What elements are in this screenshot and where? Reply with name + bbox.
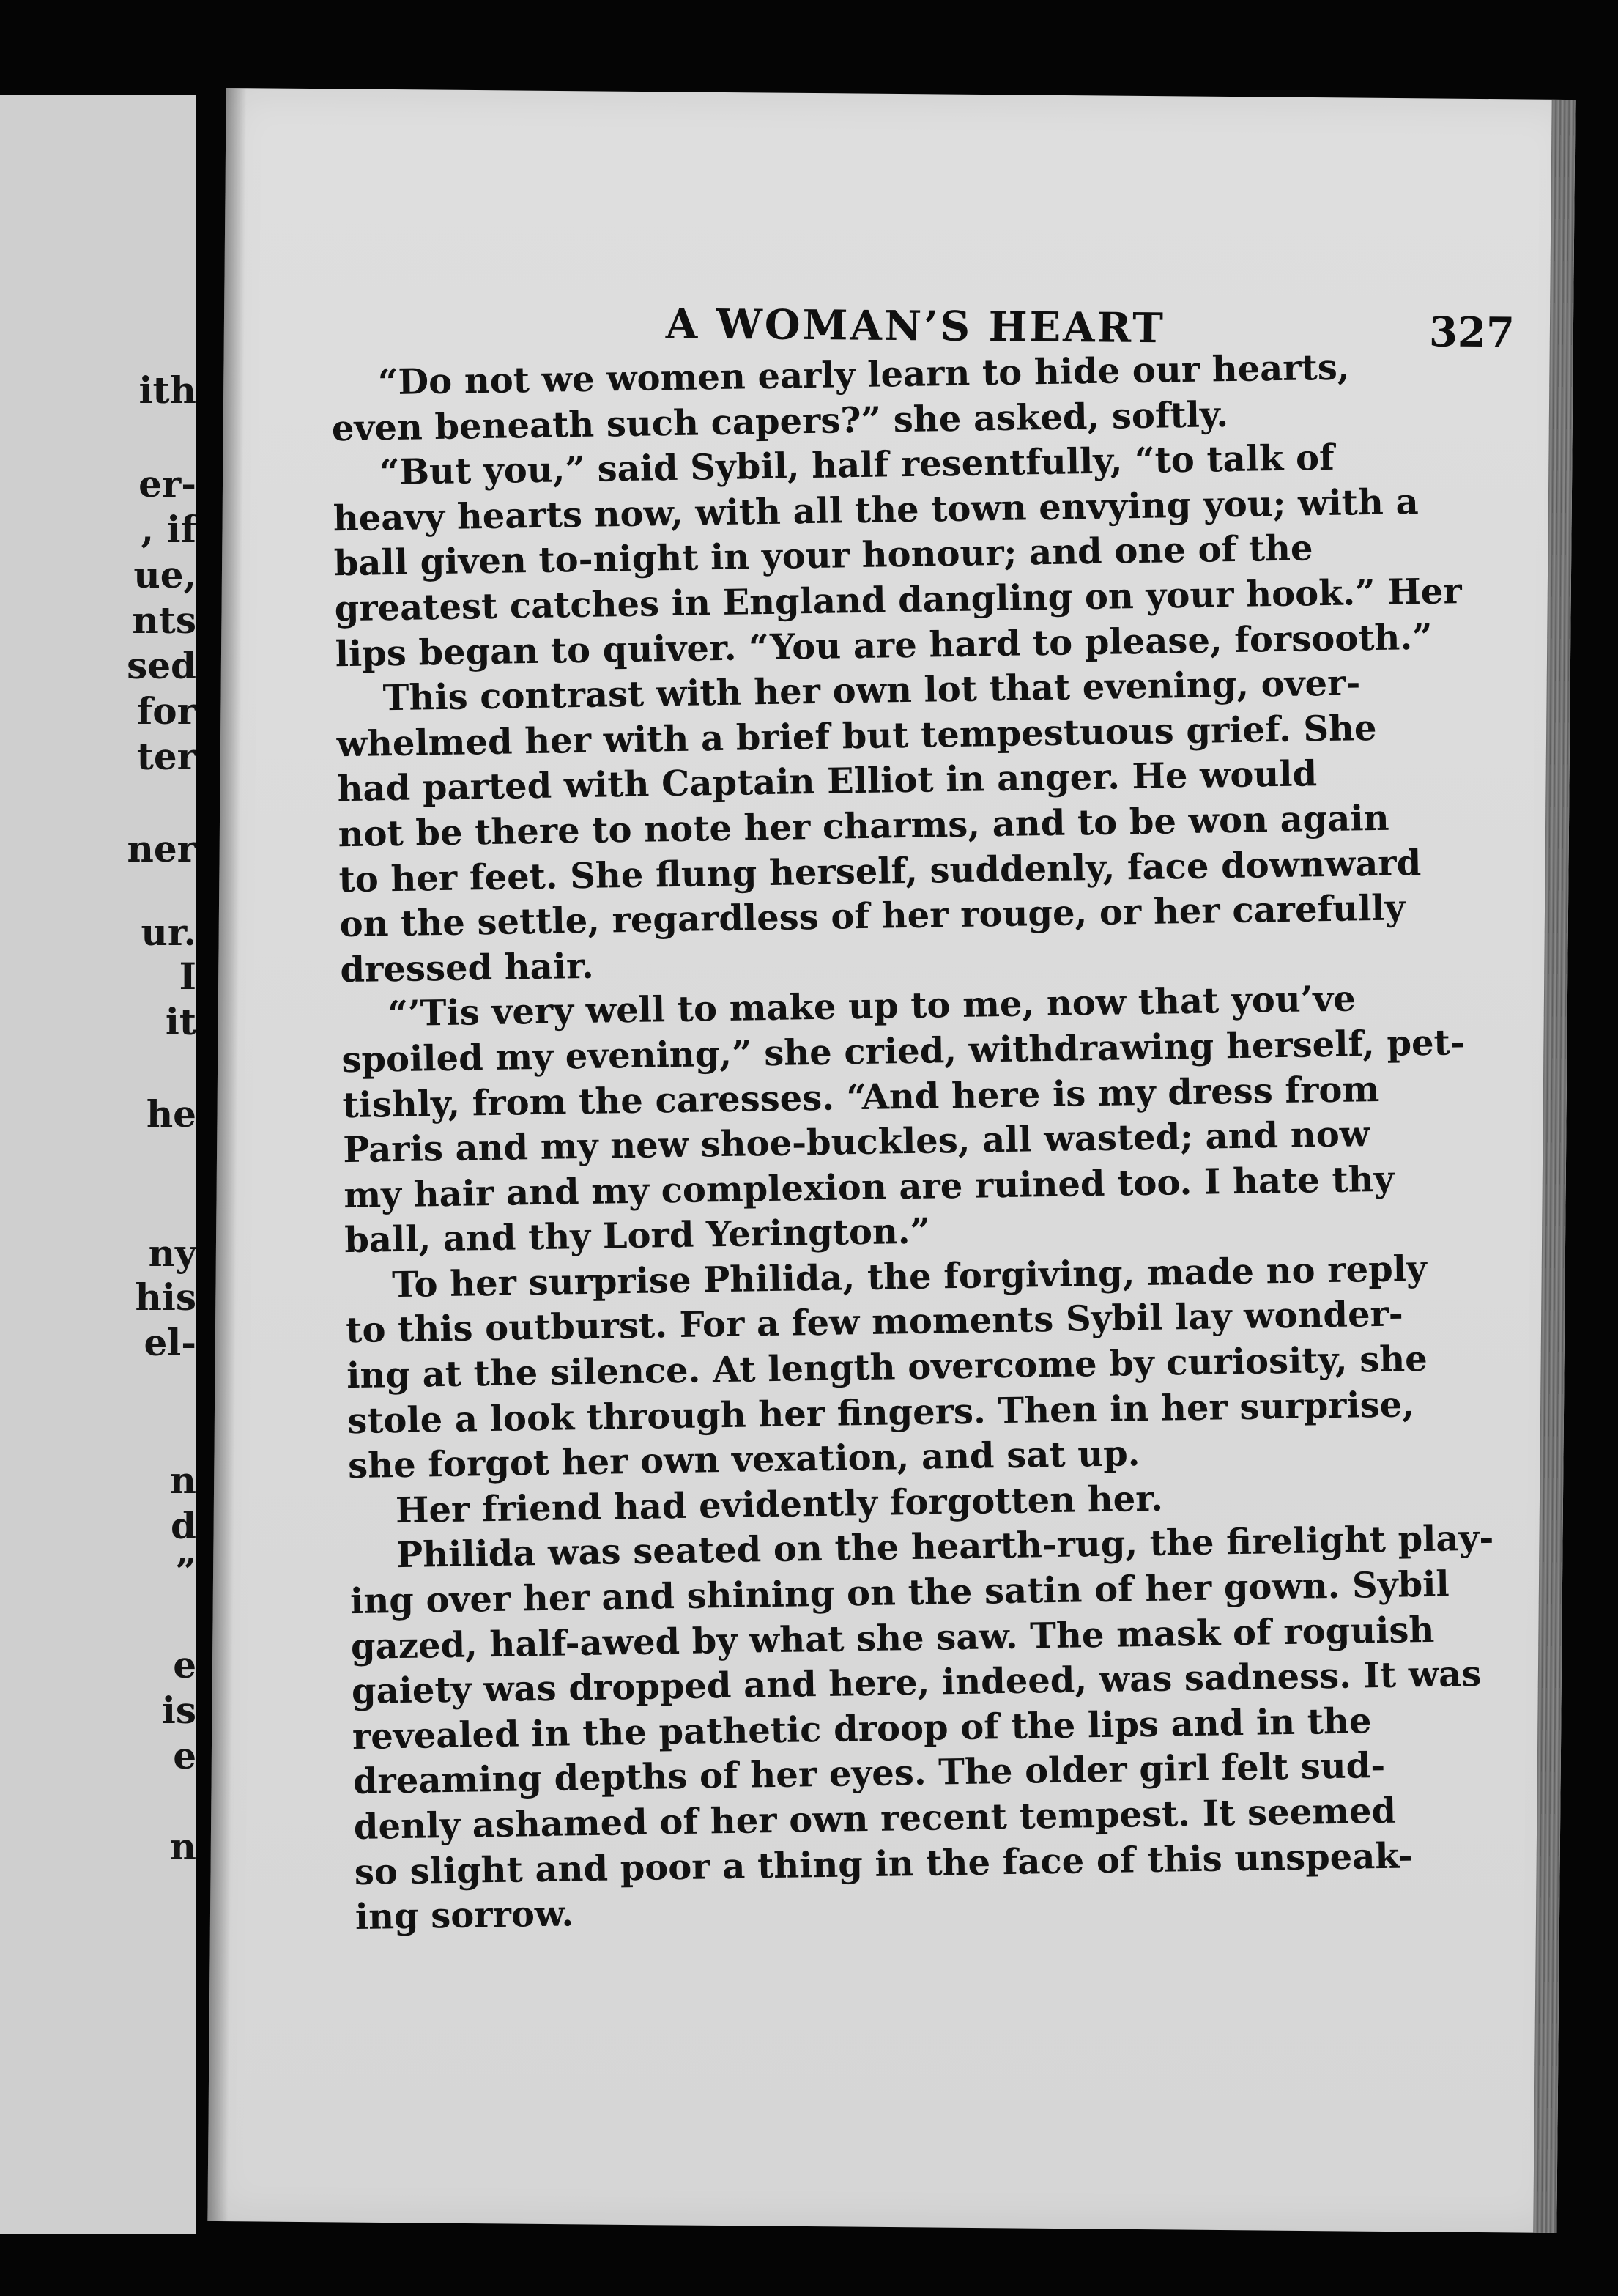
left-page-edge: [0, 95, 196, 2234]
text-line: “’Tis very well to make up to me, now that you’ve: [387, 978, 1357, 1035]
left-text-fragment: ner: [127, 827, 196, 870]
left-text-fragment: nts: [132, 599, 196, 642]
text-line: had parted with Captain Elliot in anger. He would: [337, 753, 1318, 810]
text-line: Philida was seated on the hearth-rug, the firelight play-: [396, 1517, 1494, 1577]
left-text-fragment: er-: [138, 462, 196, 506]
gutter-shadow: [207, 88, 246, 2221]
left-text-fragment: d: [171, 1504, 196, 1547]
page-number: 327: [1428, 308, 1515, 358]
text-line: not be there to note her charms, and to be won again: [338, 797, 1389, 856]
left-text-fragment: ”: [175, 1549, 196, 1593]
left-text-fragment: it: [165, 1000, 196, 1043]
text-line: stole a look through her fingers. Then in her surprise,: [346, 1383, 1415, 1442]
text-line: to her feet. She flung herself, suddenly, face downward: [338, 842, 1422, 900]
text-line: dreaming depths of her eyes. The older girl felt sud-: [352, 1745, 1386, 1803]
body-text: [330, 346, 1494, 1940]
text-line: she forgot her own vexation, and sat up.: [347, 1433, 1140, 1487]
text-line: spoiled my evening,” she cried, withdrawing herself, pet-: [341, 1021, 1466, 1081]
text-line: so slight and poor a thing in the face of this unspeak-: [354, 1834, 1413, 1893]
left-text-fragment: ny: [148, 1232, 196, 1275]
text-line: ing sorrow.: [355, 1893, 574, 1938]
text-line: gaiety was dropped and here, indeed, was sadness. It was: [351, 1654, 1482, 1713]
left-text-fragment: for: [136, 689, 196, 733]
text-line: To her surprise Philida, the forgiving, made no reply: [391, 1248, 1428, 1306]
text-line: whelmed her with a brief but tempestuous grief. She: [336, 707, 1377, 765]
left-text-fragment: , if: [141, 508, 196, 551]
left-text-fragment: sed: [127, 644, 196, 687]
text-line: to this outburst. For a few moments Sybil lay wonder-: [345, 1293, 1404, 1352]
page-edge-stack: [1533, 100, 1575, 2233]
text-line: ball given to-night in your honour; and one of the: [333, 527, 1313, 585]
left-text-fragment: el-: [144, 1321, 196, 1364]
text-line: ing at the silence. At length overcome by curiosity, she: [346, 1338, 1428, 1397]
text-line: greatest catches in England dangling on your hook.” Her: [334, 571, 1463, 630]
left-text-fragment: I: [179, 955, 196, 998]
text-line: lips began to quiver. “You are hard to please, forsooth.”: [335, 616, 1433, 675]
book-page: [207, 88, 1575, 2233]
text-line: denly ashamed of her own recent tempest. It seemed: [353, 1790, 1397, 1848]
left-text-fragment: he: [146, 1092, 196, 1136]
left-text-fragment: n: [169, 1459, 196, 1502]
text-line: heavy hearts now, with all the town envying you; with a: [333, 481, 1419, 540]
text-line: ing over her and shining on the satin of her gown. Sybil: [349, 1563, 1450, 1623]
text-line: This contrast with her own lot that evening, over-: [382, 662, 1361, 719]
text-line: Paris and my new shoe-buckles, all wasted; and now: [342, 1114, 1370, 1171]
left-text-fragment: ter: [136, 735, 196, 778]
left-text-fragment: ue,: [133, 553, 196, 596]
text-line: tishly, from the caresses. “And here is my dress from: [342, 1068, 1380, 1126]
text-line: my hair and my complexion are ruined too. I hate thy: [343, 1158, 1395, 1216]
text-line: dressed hair.: [340, 945, 595, 990]
text-line: Her friend had evidently forgotten her.: [395, 1478, 1164, 1531]
left-text-fragment: is: [161, 1689, 196, 1732]
text-line: gazed, half-awed by what she saw. The mask of roguish: [350, 1609, 1435, 1667]
left-text-fragment: ith: [138, 369, 196, 412]
text-line: “Do not we women early learn to hide our hearts,: [377, 347, 1350, 404]
text-line: revealed in the pathetic droop of the lips and in the: [352, 1700, 1372, 1758]
left-text-fragment: e: [173, 1643, 196, 1686]
running-title: A WOMAN’S HEART: [665, 300, 1166, 353]
left-text-fragment: e: [173, 1734, 196, 1777]
left-text-fragment: his: [135, 1275, 196, 1319]
text-line: “But you,” said Sybil, half resentfully, “to talk of: [379, 437, 1335, 494]
text-line: ball, and thy Lord Yerington.”: [344, 1210, 931, 1262]
text-line: even beneath such capers?” she asked, softly.: [331, 393, 1229, 449]
left-text-fragment: ur.: [141, 911, 196, 954]
text-line: on the settle, regardless of her rouge, or her carefully: [339, 887, 1406, 946]
left-text-fragment: n: [169, 1825, 196, 1868]
